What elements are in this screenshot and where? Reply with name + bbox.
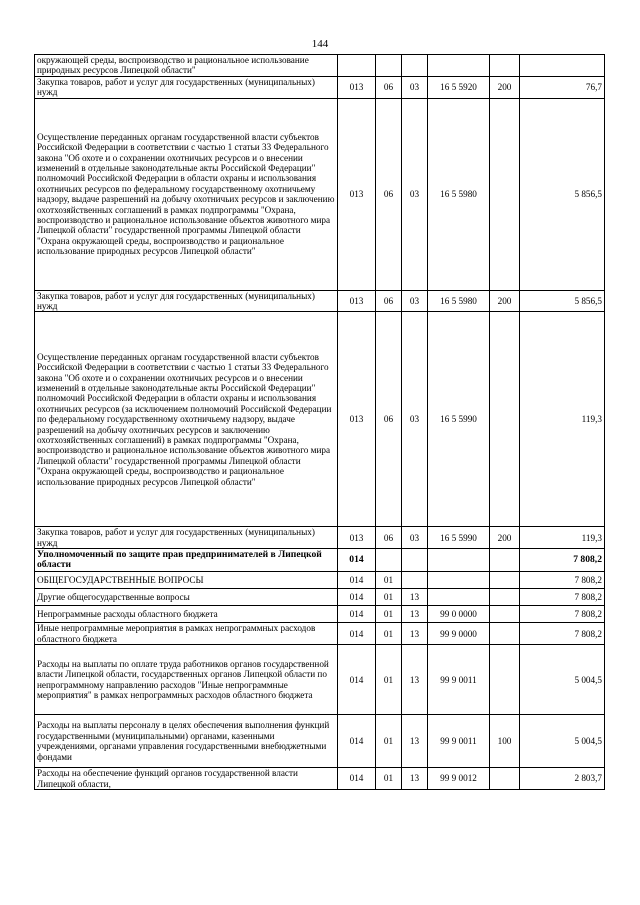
row-name-cell: Расходы на выплаты персоналу в целях обеспечения выполнения функций государственными (муниципальными) органами, казенными учреждениями, органами управления государственными внебюджетными фондами — [35, 715, 338, 768]
section-code-cell: 01 — [376, 589, 402, 606]
subsection-code-cell: 13 — [402, 606, 428, 623]
ministry-code-cell: 013 — [338, 98, 376, 290]
section-code-cell — [376, 55, 402, 77]
section-code-cell: 06 — [376, 98, 402, 290]
ministry-code-cell: 014 — [338, 606, 376, 623]
table-row — [35, 645, 605, 715]
row-name-cell: Осуществление переданных органам государственной власти субъектов Российской Федерации в соответствии с частью 1 статьи 33 Федерального закона "Об охоте и о сохранении охотничьих ресурсов и о внесении изменений в отдельные законодательные акты Российской Федерации" полномочий Российской Федерации в области охраны и использования охотничьих ресурсов по федеральному государственному охотничьему надзору, выдаче разрешений на добычу охотничьих ресурсов и заключению охотхозяйственных соглашений в рамках подпрограммы "Охрана, воспроизводство и рациональное использование объектов животного мира Липецкой области" государственной программы Липецкой области "Охрана окружающей среды, воспроизводство и рациональное использование природных ресурсов Липецкой области" — [35, 98, 338, 290]
budget-table — [34, 54, 605, 790]
subsection-code-cell — [402, 549, 428, 572]
amount-cell: 7 808,2 — [520, 549, 605, 572]
amount-cell: 5 004,5 — [520, 715, 605, 768]
amount-cell: 7 808,2 — [520, 606, 605, 623]
amount-cell: 119,3 — [520, 527, 605, 549]
table-row — [35, 572, 605, 589]
ministry-code-cell: 014 — [338, 589, 376, 606]
subsection-code-cell: 03 — [402, 98, 428, 290]
subsection-code-cell: 13 — [402, 768, 428, 790]
table-row — [35, 606, 605, 623]
row-name-cell: Закупка товаров, работ и услуг для государственных (муниципальных) нужд — [35, 76, 338, 98]
target-article-code-cell — [428, 589, 490, 606]
amount-cell: 119,3 — [520, 312, 605, 527]
target-article-code-cell: 99 0 0000 — [428, 606, 490, 623]
target-article-code-cell: 99 9 0011 — [428, 715, 490, 768]
row-name-cell: Непрограммные расходы областного бюджета — [35, 606, 338, 623]
table-row — [35, 290, 605, 312]
ministry-code-cell: 014 — [338, 768, 376, 790]
subsection-code-cell — [402, 572, 428, 589]
subsection-code-cell: 13 — [402, 645, 428, 715]
ministry-code-cell: 014 — [338, 572, 376, 589]
expense-type-code-cell: 200 — [490, 290, 520, 312]
section-code-cell: 01 — [376, 715, 402, 768]
subsection-code-cell: 03 — [402, 312, 428, 527]
page-number: 144 — [311, 38, 329, 50]
ministry-code-cell: 013 — [338, 290, 376, 312]
row-name-cell: Закупка товаров, работ и услуг для государственных (муниципальных) нужд — [35, 290, 338, 312]
section-code-cell: 01 — [376, 623, 402, 645]
table-row — [35, 715, 605, 768]
table-row — [35, 623, 605, 645]
target-article-code-cell: 16 5 5990 — [428, 527, 490, 549]
target-article-code-cell: 99 9 0000 — [428, 623, 490, 645]
table-row — [35, 76, 605, 98]
row-name-cell: ОБЩЕГОСУДАРСТВЕННЫЕ ВОПРОСЫ — [35, 572, 338, 589]
table-row — [35, 768, 605, 790]
section-code-cell: 01 — [376, 645, 402, 715]
section-code-cell: 06 — [376, 76, 402, 98]
table-row — [35, 312, 605, 527]
expense-type-code-cell — [490, 312, 520, 527]
expense-type-code-cell — [490, 768, 520, 790]
section-code-cell: 06 — [376, 312, 402, 527]
expense-type-code-cell — [490, 572, 520, 589]
amount-cell: 7 808,2 — [520, 589, 605, 606]
row-name-cell: Закупка товаров, работ и услуг для государственных (муниципальных) нужд — [35, 527, 338, 549]
target-article-code-cell — [428, 55, 490, 77]
subsection-code-cell: 13 — [402, 623, 428, 645]
target-article-code-cell — [428, 572, 490, 589]
subsection-code-cell: 03 — [402, 527, 428, 549]
amount-cell: 5 856,5 — [520, 98, 605, 290]
row-name-cell: Уполномоченный по защите прав предпринимателей в Липецкой области — [35, 549, 338, 572]
table-row — [35, 549, 605, 572]
target-article-code-cell: 16 5 5980 — [428, 290, 490, 312]
expense-type-code-cell: 100 — [490, 715, 520, 768]
row-name-cell: Другие общегосударственные вопросы — [35, 589, 338, 606]
subsection-code-cell: 13 — [402, 589, 428, 606]
expense-type-code-cell — [490, 98, 520, 290]
expense-type-code-cell: 200 — [490, 527, 520, 549]
ministry-code-cell: 013 — [338, 312, 376, 527]
table-row — [35, 589, 605, 606]
target-article-code-cell: 16 5 5990 — [428, 312, 490, 527]
amount-cell: 5 856,5 — [520, 290, 605, 312]
amount-cell: 2 803,7 — [520, 768, 605, 790]
amount-cell: 5 004,5 — [520, 645, 605, 715]
section-code-cell: 01 — [376, 572, 402, 589]
ministry-code-cell: 014 — [338, 715, 376, 768]
section-code-cell: 06 — [376, 290, 402, 312]
ministry-code-cell: 014 — [338, 645, 376, 715]
table-row — [35, 527, 605, 549]
subsection-code-cell: 03 — [402, 76, 428, 98]
row-name-cell: Расходы на выплаты по оплате труда работников органов государственной власти Липецкой области, государственных органов Липецкой области по непрограммному направлению расходов "Иные непрограммные мероприятия" в рамках непрограммных расходов областного бюджета — [35, 645, 338, 715]
table-row — [35, 98, 605, 290]
row-name-cell: Расходы на обеспечение функций органов государственной власти Липецкой области, — [35, 768, 338, 790]
ministry-code-cell — [338, 55, 376, 77]
amount-cell: 7 808,2 — [520, 623, 605, 645]
target-article-code-cell: 16 5 5980 — [428, 98, 490, 290]
target-article-code-cell: 99 9 0011 — [428, 645, 490, 715]
expense-type-code-cell — [490, 589, 520, 606]
expense-type-code-cell — [490, 645, 520, 715]
subsection-code-cell — [402, 55, 428, 77]
section-code-cell: 01 — [376, 606, 402, 623]
ministry-code-cell: 014 — [338, 623, 376, 645]
target-article-code-cell: 16 5 5920 — [428, 76, 490, 98]
row-name-cell: окружающей среды, воспроизводство и рациональное использование природных ресурсов Липецкой области" — [35, 55, 338, 77]
amount-cell: 76,7 — [520, 76, 605, 98]
expense-type-code-cell: 200 — [490, 76, 520, 98]
target-article-code-cell — [428, 549, 490, 572]
table-row — [35, 55, 605, 77]
amount-cell — [520, 55, 605, 77]
row-name-cell: Осуществление переданных органам государственной власти субъектов Российской Федерации в соответствии с частью 1 статьи 33 Федерального закона "Об охоте и о сохранении охотничьих ресурсов и о внесении изменений в отдельные законодательные акты Российской Федерации" полномочий Российской Федерации в области охраны и использования охотничьих ресурсов (за исключением полномочий Российской Федерации по федеральному государственному охотничьему надзору, выдаче разрешений на добычу охотничьих ресурсов и заключению охотхозяйственных соглашений) в рамках подпрограммы "Охрана, воспроизводство и рациональное использование объектов животного мира Липецкой области" государственной программы Липецкой области "Охрана окружающей среды, воспроизводство и рациональное использование природных ресурсов Липецкой области" — [35, 312, 338, 527]
expense-type-code-cell — [490, 549, 520, 572]
subsection-code-cell: 13 — [402, 715, 428, 768]
expense-type-code-cell — [490, 55, 520, 77]
ministry-code-cell: 013 — [338, 527, 376, 549]
section-code-cell — [376, 549, 402, 572]
expense-type-code-cell — [490, 623, 520, 645]
subsection-code-cell: 03 — [402, 290, 428, 312]
target-article-code-cell: 99 9 0012 — [428, 768, 490, 790]
section-code-cell: 06 — [376, 527, 402, 549]
section-code-cell: 01 — [376, 768, 402, 790]
amount-cell: 7 808,2 — [520, 572, 605, 589]
expense-type-code-cell — [490, 606, 520, 623]
ministry-code-cell: 013 — [338, 76, 376, 98]
row-name-cell: Иные непрограммные мероприятия в рамках непрограммных расходов областного бюджета — [35, 623, 338, 645]
ministry-code-cell: 014 — [338, 549, 376, 572]
